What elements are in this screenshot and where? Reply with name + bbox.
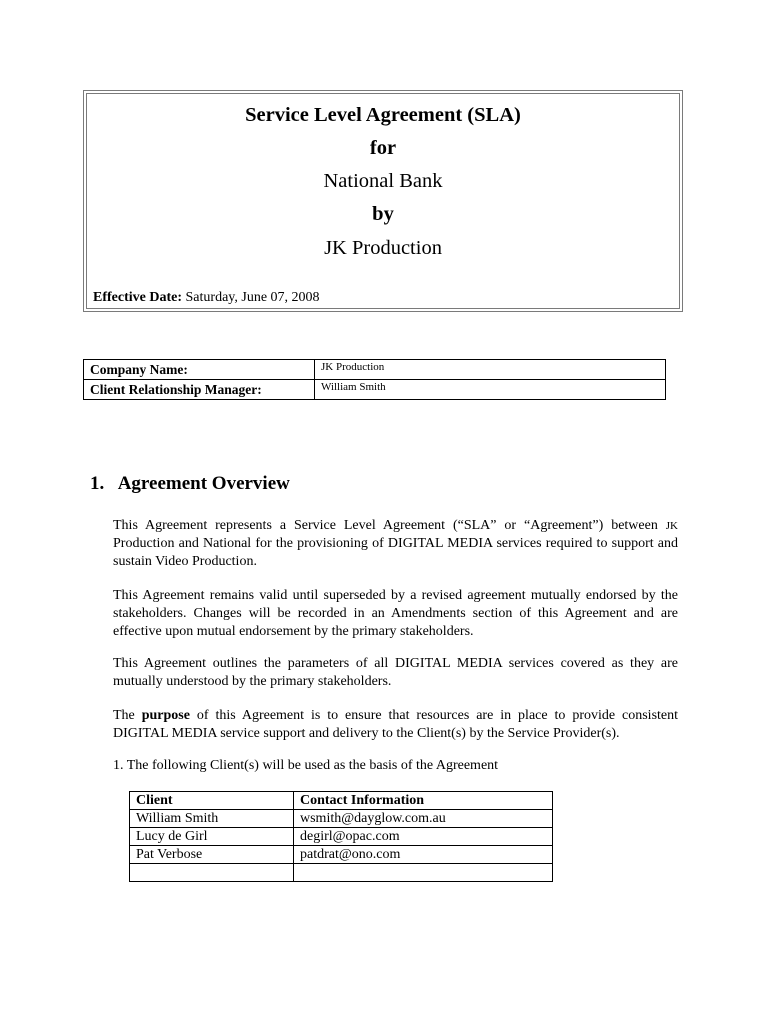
- contact-header: Contact Information: [294, 792, 553, 810]
- client-name: National Bank: [323, 170, 443, 192]
- manager-value: William Smith: [315, 380, 666, 400]
- paragraph-clients-intro: 1. The following Client(s) will be used as the basis of the Agreement: [113, 758, 499, 773]
- contact-cell: wsmith@dayglow.com.au: [294, 810, 553, 828]
- purpose-bold: purpose: [141, 708, 190, 723]
- paragraph-text: Production and National for the provisioning of DIGITAL MEDIA services required to support and sustain Video Production.: [113, 536, 678, 569]
- by-word: by: [372, 203, 394, 225]
- manager-label: Client Relationship Manager:: [84, 380, 315, 400]
- paragraph-text-small: JK: [665, 520, 679, 532]
- table-row: [130, 828, 553, 846]
- company-table: [83, 359, 666, 400]
- contact-cell: degirl@opac.com: [294, 828, 553, 846]
- paragraph-overview: [113, 517, 678, 571]
- for-word: for: [369, 137, 397, 159]
- section-heading: [90, 473, 290, 495]
- effective-date-label: Effective Date:: [93, 290, 183, 305]
- provider-name: JK Production: [324, 237, 442, 259]
- paragraph-text: of this Agreement is to ensure that resources are in place to provide consistent DIGITAL MEDIA service support and delivery to the Client(s) by the Service Provider(s).: [113, 708, 679, 741]
- client-cell: Lucy de Girl: [130, 828, 294, 846]
- table-header-row: [130, 792, 553, 810]
- paragraph-purpose: [113, 707, 678, 743]
- client-header: Client: [130, 792, 294, 810]
- paragraph-text: The: [113, 708, 135, 723]
- client-cell: [130, 864, 294, 882]
- client-cell: William Smith: [130, 810, 294, 828]
- company-name-value: JK Production: [315, 360, 666, 380]
- contact-cell: [294, 864, 553, 882]
- section-number: 1.: [90, 473, 105, 494]
- company-name-label: Company Name:: [84, 360, 315, 380]
- company-row: [84, 360, 666, 380]
- paragraph-text: This Agreement represents a Service Level Agreement (“SLA” or “Agreement”) between: [113, 518, 658, 533]
- paragraph-parameters: This Agreement outlines the parameters of all DIGITAL MEDIA services covered as they are mutually understood by the primary stakeholders.: [113, 656, 678, 689]
- contact-cell: patdrat@ono.com: [294, 846, 553, 864]
- client-cell: Pat Verbose: [130, 846, 294, 864]
- document-title: Service Level Agreement (SLA): [245, 104, 521, 126]
- section-title: Agreement Overview: [117, 473, 290, 494]
- title-box: [83, 90, 683, 312]
- clients-table: [129, 791, 553, 882]
- table-row-empty: [130, 864, 553, 882]
- paragraph-validity: This Agreement remains valid until superseded by a revised agreement mutually endorsed by the stakeholders. Changes will be recorded in an Amendments section of this Agreement and are effective upon mutual endorsement by the primary stakeholders.: [113, 588, 678, 639]
- table-row: [130, 846, 553, 864]
- effective-date-value: Saturday, June 07, 2008: [185, 290, 320, 305]
- table-row: [130, 810, 553, 828]
- effective-date: [93, 290, 320, 306]
- title-box-inner: [86, 93, 680, 309]
- manager-row: [84, 380, 666, 400]
